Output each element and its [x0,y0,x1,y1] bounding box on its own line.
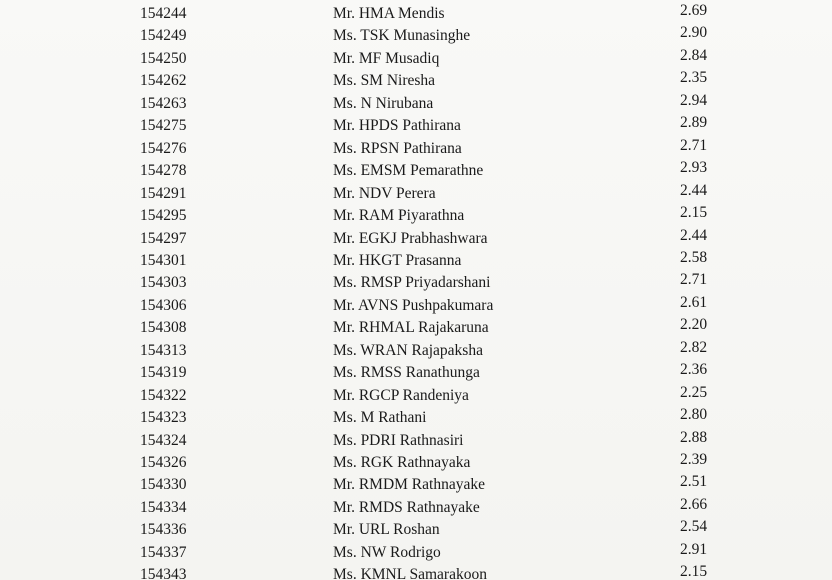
student-gpa: 2.20 [680,316,708,334]
student-gpa: 2.44 [680,226,708,244]
student-id: 154250 [140,49,187,67]
student-id: 154336 [140,521,187,539]
table-row [0,93,832,115]
student-id: 154301 [140,251,187,269]
student-id: 154278 [140,162,187,180]
table-row [0,519,832,541]
table-row [0,295,832,317]
student-gpa: 2.94 [680,91,708,109]
student-name: Ms. RGK Rathnayaka [333,454,471,471]
student-gpa: 2.39 [680,451,708,468]
table-row [0,407,832,429]
student-id: 154263 [140,94,187,112]
student-gpa: 2.35 [680,69,708,87]
student-gpa: 2.91 [680,540,708,558]
student-gpa: 2.51 [680,473,708,491]
student-id: 154337 [140,543,187,561]
student-gpa: 2.88 [680,428,708,446]
table-row [0,340,832,362]
table-row [0,564,832,580]
student-gpa: 2.36 [680,361,708,379]
table-row [0,250,832,272]
student-name: Mr. NDV Perera [333,184,436,202]
student-name: Mr. MF Musadiq [333,49,440,67]
student-name: Mr. RMDM Rathnayake [333,476,485,494]
student-id: 154291 [140,184,187,202]
student-name: Ms. NW Rodrigo [333,543,441,561]
student-name: Mr. RGCP Randeniya [333,386,469,404]
student-name: Mr. RAM Piyarathna [333,207,465,225]
student-name: Ms. EMSM Pemarathne [333,162,484,180]
student-gpa: 2.82 [680,338,708,356]
student-id: 154323 [140,409,187,427]
student-id: 154297 [140,229,187,247]
student-id: 154308 [140,319,187,337]
table-row [0,138,832,160]
table-row [0,497,832,519]
table-row [0,205,832,227]
table-row [0,160,832,182]
table-row [0,474,832,496]
student-name: Mr. URL Roshan [333,521,440,539]
table-row [0,70,832,92]
student-name: Ms. RMSS Ranathunga [333,364,480,382]
student-id: 154343 [140,566,187,580]
student-name: Mr. HPDS Pathirana [333,117,461,135]
table-row [0,25,832,47]
student-name: Mr. RHMAL Rajakaruna [333,319,489,337]
student-name: Mr. HKGT Prasanna [333,251,462,269]
student-gpa: 2.84 [680,46,708,64]
student-gpa: 2.58 [680,248,708,266]
student-name: Ms. PDRI Rathnasiri [333,431,464,449]
student-name: Ms. SM Niresha [333,72,436,90]
student-id: 154303 [140,274,187,292]
student-gpa: 2.54 [680,518,708,536]
table-row [0,542,832,564]
student-id: 154295 [140,207,187,225]
student-id: 154306 [140,296,187,314]
student-name: Mr. AVNS Pushpakumara [333,296,494,314]
table-row [0,430,832,452]
table-row [0,272,832,294]
student-name: Ms. M Rathani [333,409,427,427]
student-gpa: 2.90 [680,24,708,42]
table-row [0,48,832,70]
student-name: Ms. KMNL Samarakoon [333,566,487,580]
student-id: 154334 [140,498,187,516]
student-gpa: 2.44 [680,181,708,199]
table-row [0,452,832,474]
table-row [0,228,832,250]
student-gpa: 2.71 [680,136,708,154]
table-row [0,362,832,384]
student-id: 154322 [140,386,187,404]
student-gpa: 2.69 [680,2,708,19]
student-gpa: 2.61 [680,293,708,311]
student-gpa: 2.15 [680,563,708,580]
student-id: 154319 [140,364,187,382]
table-row [0,385,832,407]
table-row [0,183,832,205]
student-id: 154244 [140,5,187,22]
student-name: Mr. RMDS Rathnayake [333,498,480,516]
student-name: Mr. EGKJ Prabhashwara [333,229,488,247]
student-id: 154262 [140,72,187,90]
student-gpa: 2.71 [680,271,708,289]
student-name: Ms. RMSP Priyadarshani [333,274,491,292]
student-gpa: 2.25 [680,383,708,401]
student-id: 154276 [140,139,187,157]
student-id: 154330 [140,476,187,494]
student-name: Ms. N Nirubana [333,94,434,112]
student-name: Ms. WRAN Rajapaksha [333,341,483,359]
student-id: 154313 [140,341,187,359]
student-gpa: 2.66 [680,495,708,513]
student-id: 154324 [140,431,187,449]
student-gpa: 2.15 [680,204,708,222]
student-name: Ms. TSK Munasinghe [333,27,471,45]
table-row [0,115,832,137]
student-name: Mr. HMA Mendis [333,5,445,22]
student-name: Ms. RPSN Pathirana [333,139,462,157]
student-id: 154275 [140,117,187,135]
table-row [0,3,832,25]
student-gpa: 2.80 [680,406,708,424]
student-id: 154326 [140,454,187,471]
student-id: 154249 [140,27,187,45]
student-gpa: 2.93 [680,159,708,177]
student-gpa: 2.89 [680,114,708,132]
table-row [0,317,832,339]
